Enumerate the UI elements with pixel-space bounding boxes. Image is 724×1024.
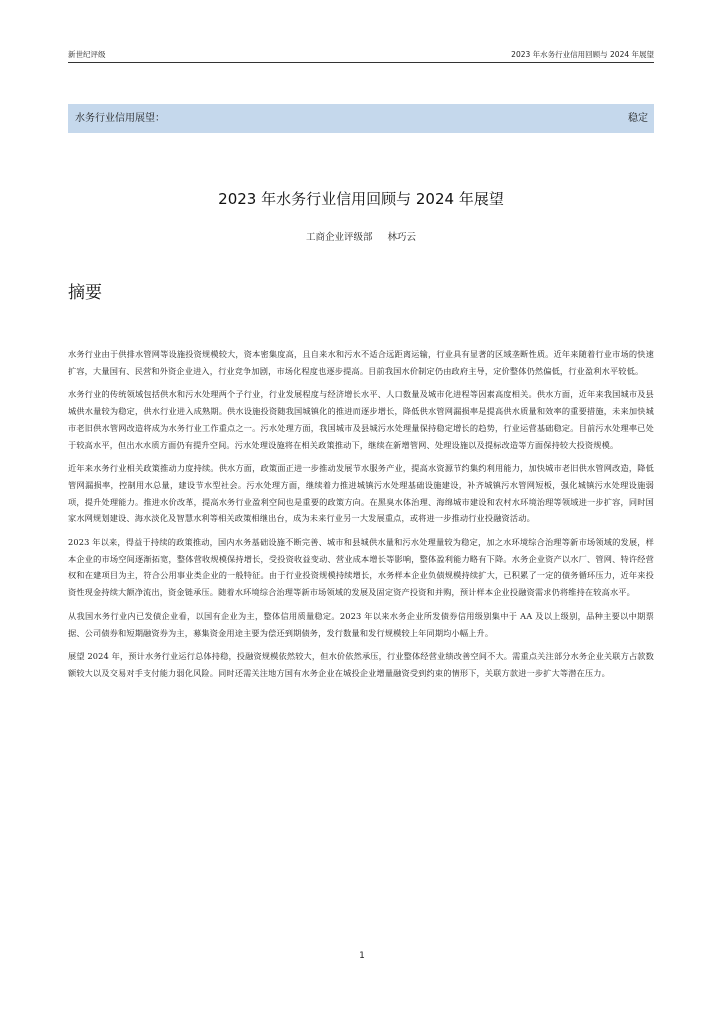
abstract-paragraph: 展望 2024 年，预计水务行业运行总体持稳，投融资规模依然较大，但水价依然承压，行业整体经营业绩改善空间不大。需重点关注部分水务企业关联方占款数额较大以及交易对手支付能力弱化风险。同时还需关注地方国有水务企业在城投企业增量融资受到约束的情形下，关联方款进一步扩大等潜在压力。 — [68, 651, 654, 678]
outlook-value: 稳定 — [628, 113, 648, 124]
page-header — [68, 48, 654, 62]
author-department: 工商企业评级部 — [305, 232, 373, 243]
outlook-banner — [68, 104, 654, 133]
document-title: 2023 年水务行业信用回顾与 2024 年展望 — [218, 190, 504, 208]
abstract-paragraph: 水务行业的传统领域包括供水和污水处理两个子行业，行业发展程度与经济增长水平、人口数量及城市化进程等因素高度相关。供水方面，近年来我国城市及县城供水量较为稳定，供水行业进入成熟期。供水设施投资随我国城镇化的推进而逐步增长，降低供水管网漏损率是提高供水质量和效率的重要措施，未来加快城市老旧供水管网改造将成为水务行业工作重点之一。污水处理方面，我国城市及县城污水处理量保持稳定增长的趋势，行业运营基础稳定。目前污水处理率已处于较高水平，但出水水质方面仍有提升空间。污水处理设施将在相关政策推动下，继续在新增管网、处理设施以及提标改造等方面保持较大投资规模。 — [68, 389, 654, 450]
author-line — [68, 231, 654, 245]
author-name: 林巧云 — [387, 232, 417, 243]
abstract-heading: 摘要 — [68, 283, 102, 303]
abstract-paragraph: 从我国水务行业内已发债企业看，以国有企业为主，整体信用质量稳定。2023 年以来水务企业所发债券信用级别集中于 AA 及以上级别，品种主要以中期票据、公司债券和短期融资券为主，募集资金用途主要为偿还到期债务，发行数量和发行规模较上年同期均小幅上升。 — [68, 610, 654, 638]
header-divider — [68, 62, 654, 63]
header-org: 新世纪评级 — [68, 50, 106, 59]
abstract-body — [68, 346, 654, 689]
outlook-label: 水务行业信用展望： — [75, 113, 165, 124]
abstract-paragraph: 2023 年以来，得益于持续的政策推动，国内水务基础设施不断完善、城市和县城供水量和污水处理量较为稳定，加之水环境综合治理等新市场领域的发展，样本企业的市场空间逐渐拓宽，整体营收规模保持增长，受投资收益变动、营业成本增长等影响，整体盈利能力略有下降。水务企业资产以水厂、管网、特许经营权和在建项目为主，符合公用事业类企业的一般特征。由于行业投资规模持续增长，水务样本企业负债规模持续扩大，已积累了一定的债务循环压力，近年来投资性现金持续大额净流出，资金链承压。随着水环境综合治理等新市场领域的发展及固定资产投资和并购，预计样本企业投融资需求仍将维持在较高水平。 — [68, 537, 654, 598]
abstract-paragraph: 近年来水务行业相关政策推动力度持续。供水方面，政策面正进一步推动发展节水服务产业，提高水资源节约集约利用能力，加快城市老旧供水管网改造，降低管网漏损率，控制用水总量，建设节水型社会。污水处理方面，继续着力推进城镇污水处理基础设施建设，补齐城镇污水管网短板，强化城镇污水处理设施弱项，提升处理能力。推进水价改革，提高水务行业盈利空间也是重要的政策方向。在黑臭水体治理、海绵城市建设和农村水环境治理等领域进一步扩容，同时国家水网规划建设、海水淡化及智慧水利等相关政策相继出台，成为未来行业另一大发展重点，或将进一步推动行业投融资活动。 — [68, 463, 654, 524]
abstract-paragraph: 水务行业由于供排水管网等设施投资规模较大，资本密集度高，且自来水和污水不适合远距离运输，行业具有显著的区域垄断性质。近年来随着行业市场的快速扩容，大量国有、民营和外资企业进入，行业竞争加剧，市场化程度也逐步提高。目前我国水价制定仍由政府主导，定价整体仍然偏低，行业盈利水平较低。 — [68, 349, 654, 376]
page-number: 1 — [359, 951, 365, 961]
header-report-title: 2023 年水务行业信用回顾与 2024 年展望 — [511, 50, 654, 59]
